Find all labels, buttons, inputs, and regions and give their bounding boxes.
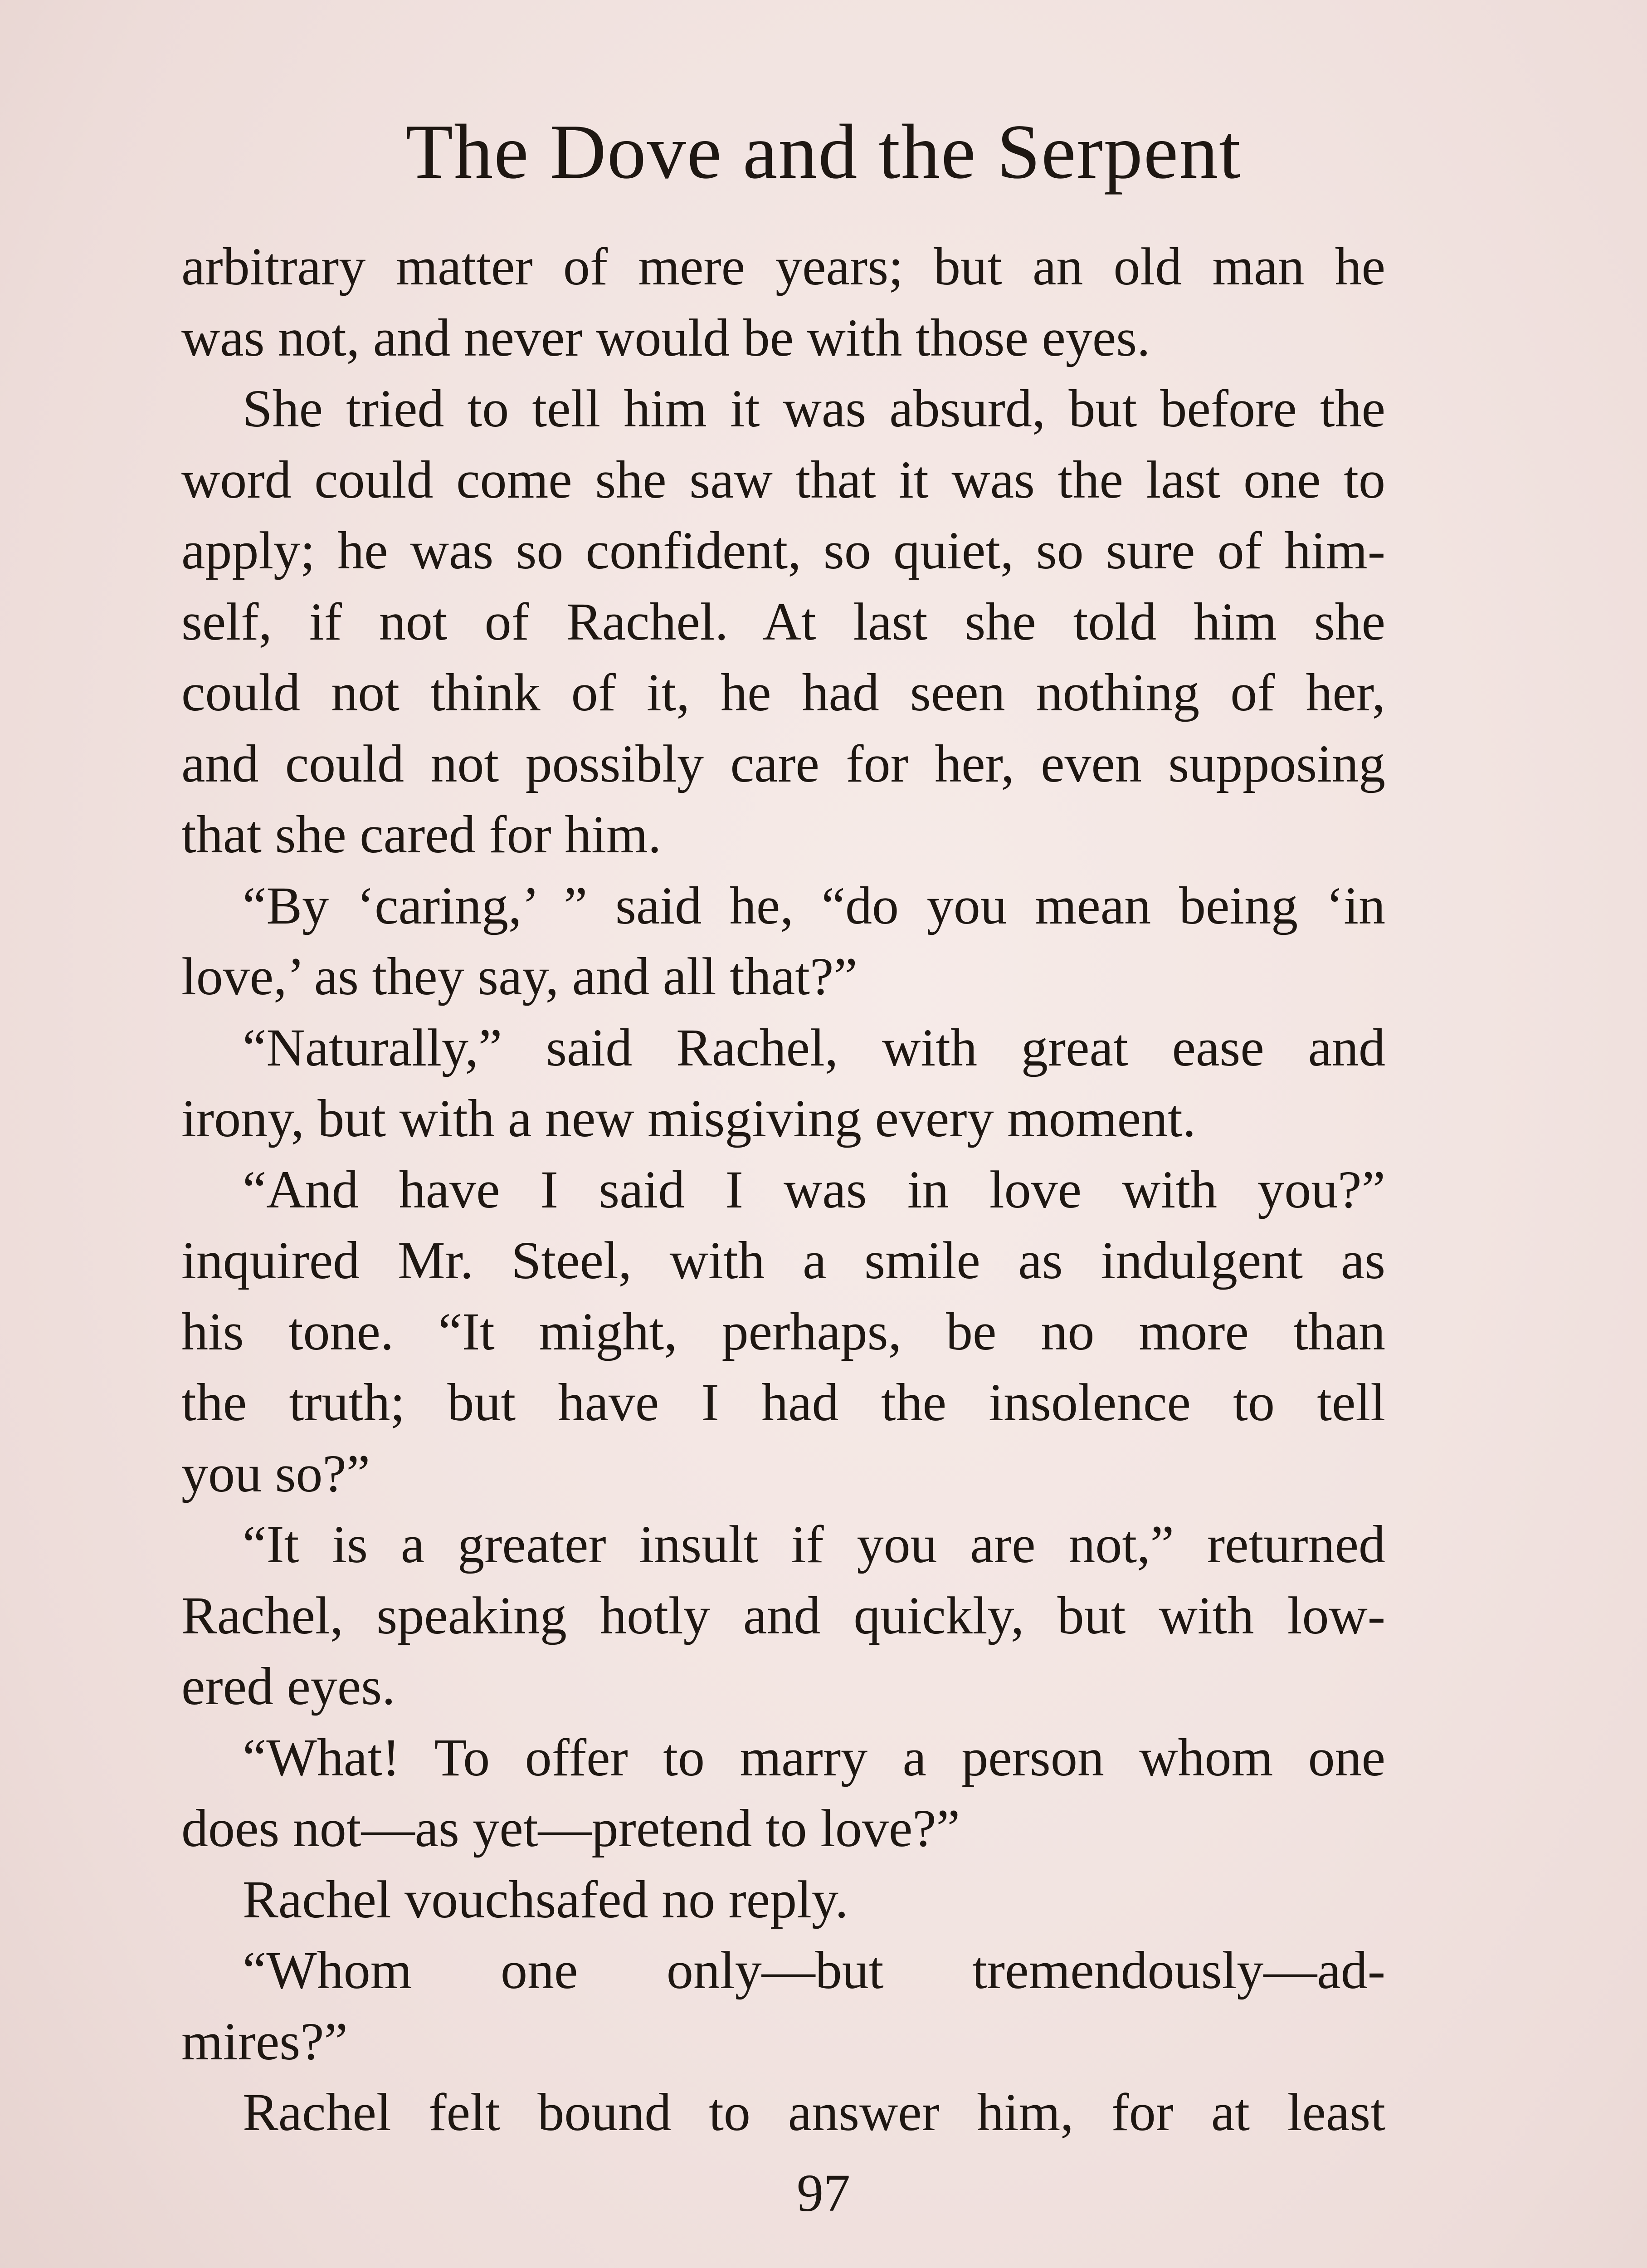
text-line: “Naturally,” said Rachel, with great ease and [243,1017,1385,1077]
text-line: could not think of it, he had seen nothing of her, [181,663,1385,722]
text-line: inquired Mr. Steel, with a smile as indulgent as [181,1231,1385,1290]
text-line: “It is a greater insult if you are not,” returned [243,1515,1385,1574]
text-line: love,’ as they say, and all that?” [181,947,858,1006]
text-line: his tone. “It might, perhaps, be no more than [181,1301,1385,1361]
text-line: self, if not of Rachel. At last she told him she [181,591,1385,651]
body-text [181,231,1385,2148]
text-line: apply; he was so confident, so quiet, so sure of him- [181,521,1385,580]
text-line: word could come she saw that it was the last one to [181,450,1385,509]
page-number: 97 [797,2163,850,2223]
text-line: ered eyes. [181,1657,395,1716]
text-line: the truth; but have I had the insolence to tell [181,1373,1385,1432]
text-line: “Whom one only—but tremendously—ad- [243,1941,1385,2000]
text-line: mires?” [181,2011,348,2071]
text-line: you so?” [181,1443,370,1503]
text-line: “And have I said I was in love with you?” [243,1159,1385,1219]
running-head-title: The Dove and the Serpent [405,109,1242,195]
text-line: does not—as yet—pretend to love?” [181,1799,960,1858]
text-line: “What! To offer to marry a person whom one [243,1727,1385,1787]
text-line: that she cared for him. [181,805,662,864]
text-line: She tried to tell him it was absurd, but before the [243,379,1385,438]
text-line: was not, and never would be with those eyes. [181,308,1150,367]
text-line: Rachel felt bound to answer him, for at least [243,2082,1385,2142]
text-line: Rachel vouchsafed no reply. [243,1869,848,1929]
text-line: Rachel, speaking hotly and quickly, but with low- [181,1585,1385,1645]
text-line: and could not possibly care for her, even supposing [181,733,1385,793]
text-line: “By ‘caring,’ ” said he, “do you mean being ‘in [243,875,1385,935]
text-line: arbitrary matter of mere years; but an old man he [181,237,1385,296]
text-line: irony, but with a new misgiving every moment. [181,1089,1196,1148]
